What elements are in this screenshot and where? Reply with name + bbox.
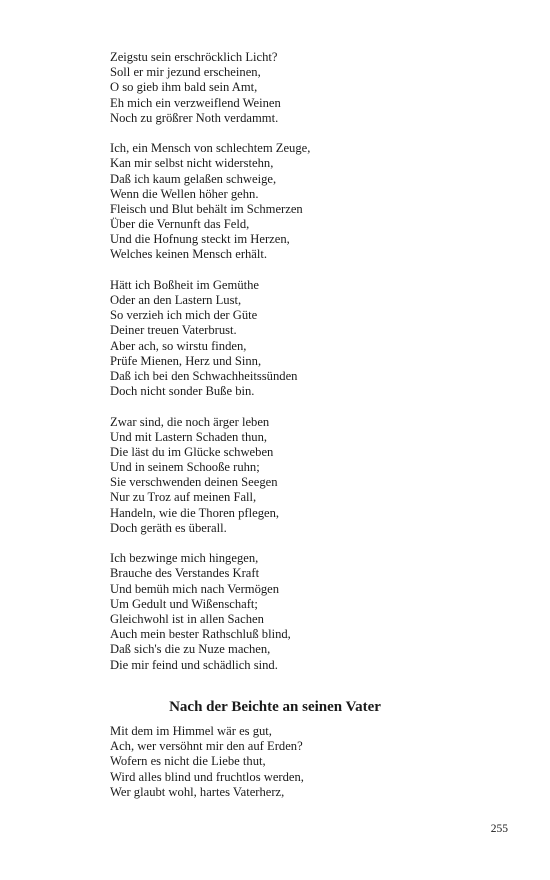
- verse-line: Ich bezwinge mich hingegen,: [110, 551, 259, 566]
- verse-line: Handeln, wie die Thoren pflegen,: [110, 505, 280, 520]
- verse-line: Um Gedult und Wißenschaft;: [110, 596, 258, 611]
- verse-line: Brauche des Verstandes Kraft: [110, 566, 260, 581]
- verse-line: Aber ach, so wirstu finden,: [110, 338, 247, 353]
- verse-line: Ich, ein Mensch von schlechtem Zeuge,: [110, 141, 311, 156]
- next-poem: [110, 724, 440, 800]
- verse-line: Sie verschwenden deinen Seegen: [110, 475, 278, 490]
- stanza: [110, 415, 440, 537]
- verse-line: Wofern es nicht die Liebe thut,: [110, 754, 266, 769]
- poem-continued: [110, 50, 440, 688]
- verse-line: Daß ich bei den Schwachheitssünden: [110, 368, 298, 383]
- verse-line: Noch zu größrer Noth verdammt.: [110, 110, 279, 125]
- poem-title: Nach der Beichte an seinen Vater: [169, 699, 381, 715]
- verse-line: Daß ich kaum gelaßen schweige,: [110, 171, 277, 186]
- verse-line: Auch mein bester Rathschluß blind,: [110, 627, 291, 642]
- verse-line: Die mir feind und schädlich sind.: [110, 657, 278, 672]
- verse-line: O so gieb ihm bald sein Amt,: [110, 80, 258, 95]
- verse-line: Prüfe Mienen, Herz und Sinn,: [110, 353, 262, 368]
- verse-line: Und die Hofnung steckt im Herzen,: [110, 232, 290, 247]
- stanza: [110, 50, 440, 126]
- stanza: [110, 141, 440, 263]
- verse-line: Kan mir selbst nicht widerstehn,: [110, 156, 274, 171]
- verse-line: Doch nicht sonder Buße bin.: [110, 384, 255, 399]
- verse-line: Wenn die Wellen höher gehn.: [110, 186, 259, 201]
- verse-line: Und mit Lastern Schaden thun,: [110, 429, 268, 444]
- verse-line: Fleisch und Blut behält im Schmerzen: [110, 201, 303, 216]
- verse-line: Oder an den Lastern Lust,: [110, 293, 242, 307]
- verse-line: Die läst du im Glücke schweben: [110, 444, 274, 459]
- verse-line: Ach, wer versöhnt mir den auf Erden?: [110, 739, 303, 754]
- verse-line: Wird alles blind und fruchtlos werden,: [110, 769, 304, 784]
- verse-line: So verzieh ich mich der Güte: [110, 308, 258, 323]
- verse-line: Nur zu Troz auf meinen Fall,: [110, 490, 257, 505]
- verse-line: Deiner treuen Vaterbrust.: [110, 323, 237, 338]
- verse-line: Wer glaubt wohl, hartes Vaterherz,: [110, 784, 285, 799]
- verse-line: Daß sich's die zu Nuze machen,: [110, 642, 271, 657]
- verse-line: Zwar sind, die noch ärger leben: [110, 414, 270, 429]
- page-number: 255: [490, 823, 508, 835]
- stanza: [110, 551, 440, 673]
- verse-line: Zeigstu sein erschröcklich Licht?: [110, 50, 278, 64]
- stanza: [110, 278, 440, 400]
- verse-line: Und in seinem Schooße ruhn;: [110, 460, 260, 475]
- verse-line: Welches keinen Mensch erhält.: [110, 247, 268, 262]
- verse-line: Über die Vernunft das Feld,: [110, 217, 250, 232]
- verse-line: Hätt ich Boßheit im Gemüthe: [110, 277, 259, 292]
- verse-line: Eh mich ein verzweiflend Weinen: [110, 95, 281, 110]
- verse-line: Mit dem im Himmel wär es gut,: [110, 724, 272, 738]
- verse-line: Gleichwohl ist in allen Sachen: [110, 611, 264, 626]
- verse-line: Soll er mir jezund erscheinen,: [110, 65, 261, 80]
- verse-line: Doch geräth es überall.: [110, 520, 227, 535]
- verse-line: Und bemüh mich nach Vermögen: [110, 581, 280, 596]
